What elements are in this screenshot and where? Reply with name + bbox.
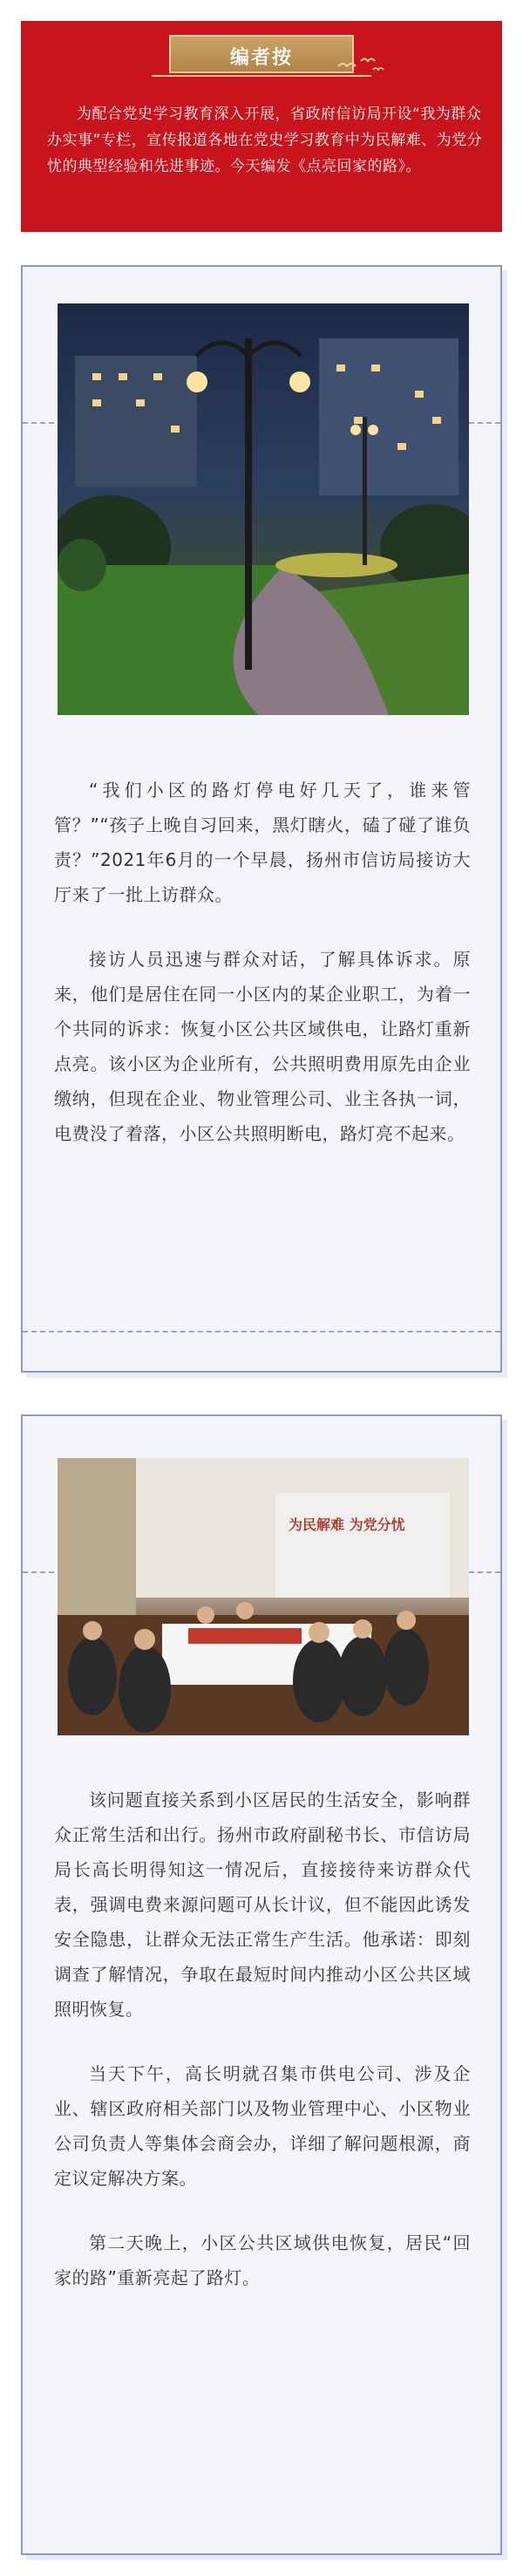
article-card-2 <box>21 1414 502 2555</box>
section-1-text <box>54 773 471 1181</box>
paragraph: 该问题直接关系到小区居民的生活安全，影响群众正常生活和出行。扬州市政府副秘书长、市信访局局长高长明得知这一情况后，直接接待来访群众代表，强调电费来源问题可从长计议，但不能因此诱发安全隐患，让群众无法正常生产生活。他承诺：即刻调查了解情况，争取在最短时间内推动小区公共区域照明恢复。 <box>54 1789 471 2020</box>
article-card-1 <box>21 265 502 1373</box>
editor-note-banner <box>21 21 502 232</box>
paragraph: 当天下午，高长明就召集市供电公司、涉及企业、辖区政府相关部门以及物业管理中心、小区物业公司负责人等集体会商会办，详细了解问题根源，商定议定解决方案。 <box>54 2063 471 2189</box>
editor-note-body: 为配合党史学习教育深入开展，省政府信访局开设“我为群众办实事”专栏，宣传报道各地在党史学习教育中为民解难、为党分忧的典型经验和先进事迹。今天编发《点亮回家的路》。 <box>47 106 483 175</box>
paragraph: 接访人员迅速与群众对话，了解具体诉求。原来，他们是居住在同一小区内的某企业职工，为着一个共同的诉求：恢复小区公共区域供电，让路灯重新点亮。该小区为企业所有，公共照明费用原先由企业缴纳，但现在企业、物业管理公司、业主各执一词，电费没了着落，小区公共照明断电，路灯亮不起来。 <box>54 949 471 1144</box>
meeting-photo <box>58 1458 469 1735</box>
wall-banner-text: 为民解难 为党分忧 <box>289 1516 405 1533</box>
editor-note-title-tab <box>169 35 354 73</box>
section-2-text <box>54 1782 471 2325</box>
street-lamp-photo <box>58 303 469 715</box>
editor-note-title: 编者按 <box>229 47 293 69</box>
birds-ornament-icon <box>335 54 387 78</box>
dashed-divider <box>23 1331 500 1332</box>
paragraph: “我们小区的路灯停电好几天了，谁来管管？”“孩子上晚自习回来，黑灯瞎火，磕了碰了谁负责？”2021年6月的一个早晨，扬州市信访局接访大厅来了一批上访群众。 <box>54 780 471 905</box>
paragraph: 第二天晚上，小区公共区域供电恢复，居民“回家的路”重新亮起了路灯。 <box>54 2232 471 2288</box>
